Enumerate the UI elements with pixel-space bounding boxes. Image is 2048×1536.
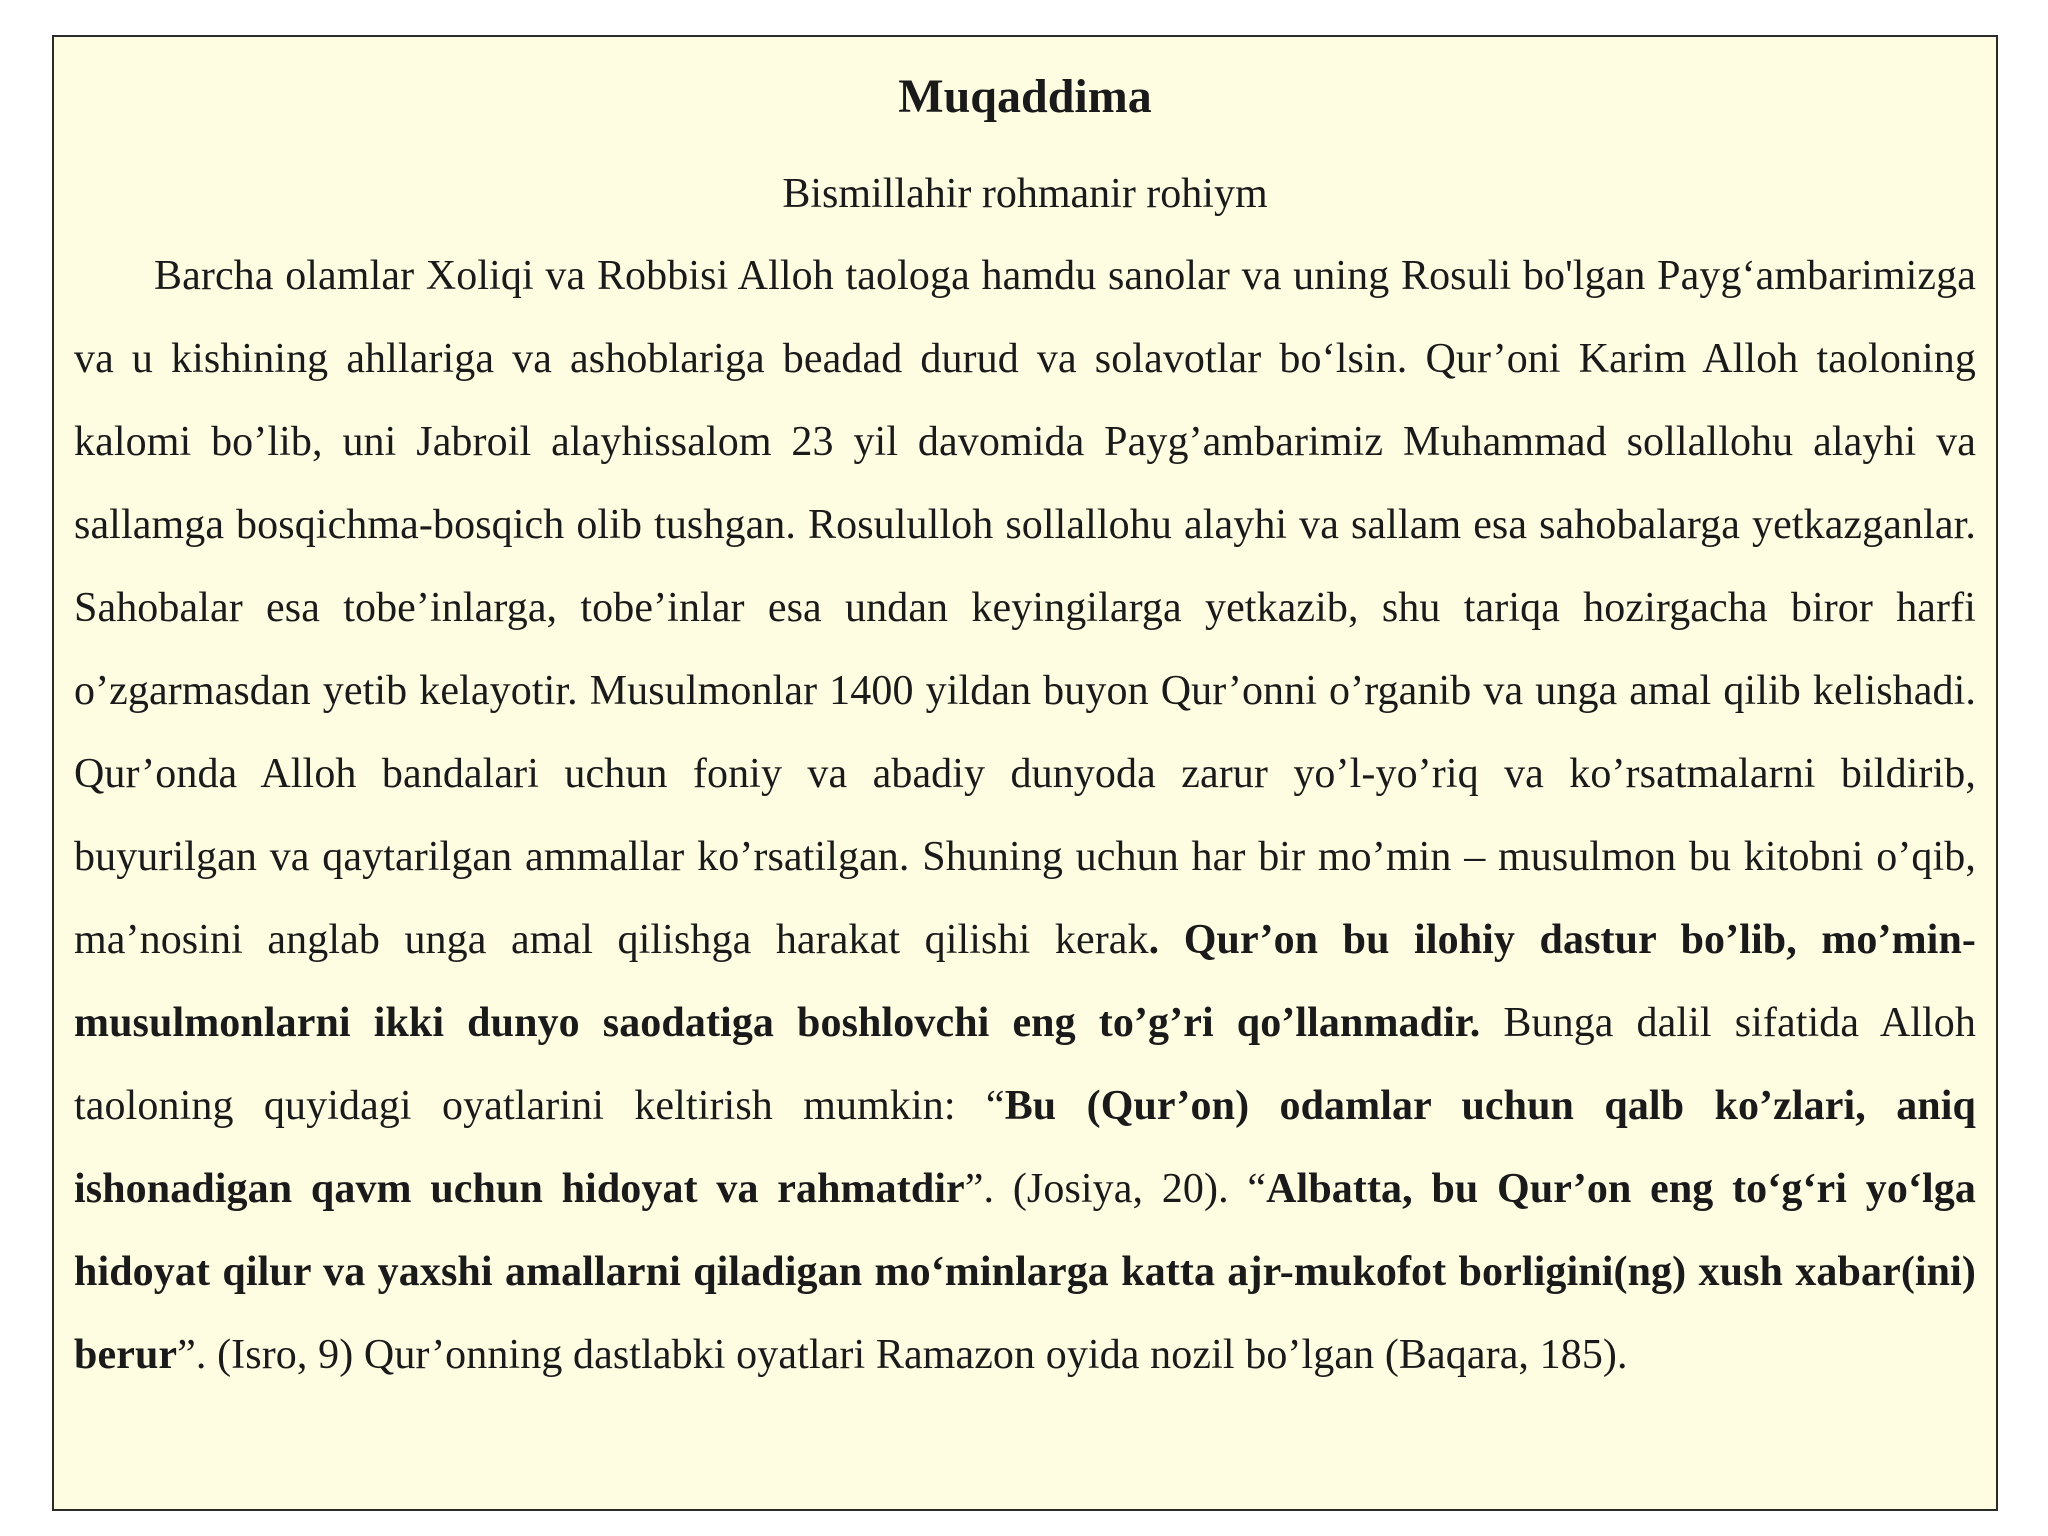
text-run: Barcha olamlar Xoliqi va Robbisi Alloh taologa hamdu sanolar va uning Rosuli bo'lgan Payg‘ambarimizga va u kishining ahllariga va ashoblariga beadad durud va solavotlar bo‘lsin. Qur’oni Karim Alloh taoloning kalomi bo’lib, uni Jabroil alayhissalom 23 yil davomida Payg’ambarimiz Muhammad sollallohu alayhi va sallamga bosqichma-bosqich olib tushgan. Rosululloh sollallohu alayhi va sallam esa sahobalarga yetkazganlar. Sahobalar esa tobe’inlarga, tobe’inlar esa undan keyingilarga yetkazib, shu tariqa hozirgacha biror harfi o’zgarmasdan yetib kelayotir. Musulmonlar 1400 yildan buyon Qur’onni o’rganib va unga amal qilib kelishadi. Qur’onda Alloh bandalari uchun foniy va abadiy dunyoda zarur yo’l-yo’riq va ko’rsatmalarni bildirib, buyurilgan va qaytarilgan ammallar ko’rsatilgan. Shuning uchun har bir mo’min – musulmon bu kitobni o’qib, ma’nosini anglab unga amal qilishga harakat qilishi kerak [74,253,1976,963]
document-page [52,35,1998,1511]
page-title: Muqaddima [898,70,1152,123]
body-paragraph [74,235,1976,1397]
bold-quote-run: Bu (Qur’on) odamlar uchun qalb ko’zlari, aniq ishonadigan qavm uchun hidoyat va rahmatdir [74,1083,1976,1212]
citation-run: ”. (Josiya, 20). “ [964,1166,1267,1212]
bold-quote-run: Albatta, bu Qur’on eng to‘g‘ri yo‘lga hidoyat qilur va yaxshi amallarni qiladigan mo‘minlarga katta ajr-mukofot borligini(ng) xush xabar(ini) berur [74,1166,1977,1378]
page-subtitle: Bismillahir rohmanir rohiym [782,171,1268,217]
text-run: Bunga dalil sifatida Alloh taoloning quyidagi oyatlarini keltirish mumkin: “ [74,1000,1976,1129]
citation-run: ”. (Isro, 9) Qur’onning dastlabki oyatlari Ramazon oyida nozil bo’lgan (Baqara, 185). [177,1332,1628,1378]
bold-text-run: . Qur’on bu ilohiy dastur bo’lib, mo’min-musulmonlarni ikki dunyo saodatiga boshlovchi eng to’g’ri qo’llanmadir. [74,917,1976,1046]
